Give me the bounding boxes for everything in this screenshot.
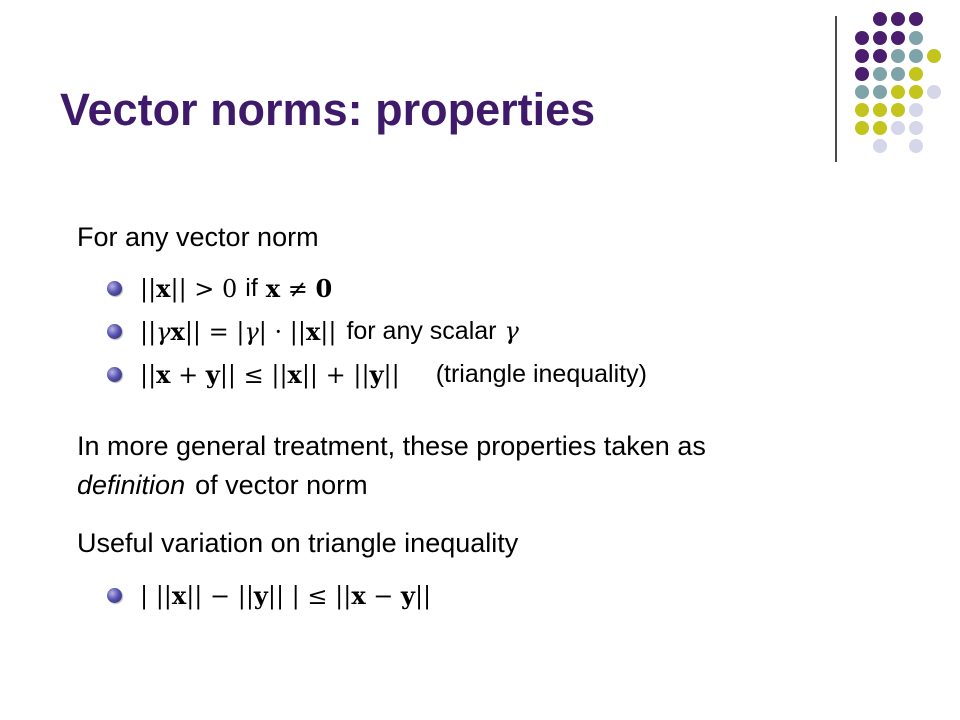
property-note: (triangle inequality)	[435, 359, 647, 388]
decorative-dot	[909, 85, 923, 99]
bullet-icon	[107, 588, 122, 603]
decorative-dot	[873, 139, 887, 153]
decorative-dot	[909, 67, 923, 81]
decorative-dot	[927, 49, 941, 63]
general-line1: In more general treatment, these properties taken as	[77, 431, 706, 461]
decorative-dot	[891, 67, 905, 81]
property-item-positivity	[107, 271, 332, 305]
decorative-dot	[855, 67, 869, 81]
decorative-dot	[891, 49, 905, 63]
decorative-dot	[927, 85, 941, 99]
decorative-dot	[891, 121, 905, 135]
property-condition: γ	[504, 317, 519, 345]
decorative-dot	[873, 49, 887, 63]
decorative-dot	[909, 31, 923, 45]
decorative-dot	[855, 85, 869, 99]
decorative-dot	[873, 85, 887, 99]
decorative-dot	[873, 67, 887, 81]
property-formula: ||γx|| = |γ| · ||x||	[140, 316, 337, 346]
decorative-dot	[873, 31, 887, 45]
property-connector: for any scalar	[346, 316, 497, 345]
decorative-dot	[873, 12, 887, 26]
divider-line	[835, 16, 837, 162]
property-formula: ||x + y|| ≤ ||x|| + ||y||	[140, 359, 400, 389]
decorative-dot	[909, 121, 923, 135]
property-condition: x ≠ 0	[265, 273, 333, 303]
bullet-icon	[107, 367, 122, 382]
decorative-dot	[909, 103, 923, 117]
decorative-dot	[891, 12, 905, 26]
general-line2: of vector norm	[195, 470, 368, 500]
definition-emphasis: definition	[77, 470, 186, 500]
decorative-dot	[909, 139, 923, 153]
bullet-icon	[107, 281, 122, 296]
decorative-dot	[855, 103, 869, 117]
property-item-homogeneity	[107, 314, 519, 348]
decorative-dot	[891, 31, 905, 45]
decorative-dot	[873, 121, 887, 135]
variation-heading: Useful variation on triangle inequality	[77, 528, 519, 558]
decorative-dot	[855, 49, 869, 63]
variation-item	[107, 578, 431, 612]
slide-title: Vector norms: properties	[60, 84, 596, 135]
decorative-dot	[855, 121, 869, 135]
decorative-dot	[891, 103, 905, 117]
general-treatment-text	[77, 427, 706, 505]
decorative-dot	[873, 103, 887, 117]
variation-formula: | ||x|| − ||y|| | ≤ ||x − y||	[140, 580, 432, 610]
bullet-icon	[107, 324, 122, 339]
decorative-dot	[909, 12, 923, 26]
decorative-dot	[909, 49, 923, 63]
intro-text: For any vector norm	[77, 222, 319, 252]
decorative-dot	[855, 31, 869, 45]
property-connector: if	[245, 273, 258, 302]
property-formula: ||x|| > 0	[140, 273, 238, 303]
property-item-triangle	[107, 357, 647, 391]
decorative-dot	[891, 85, 905, 99]
